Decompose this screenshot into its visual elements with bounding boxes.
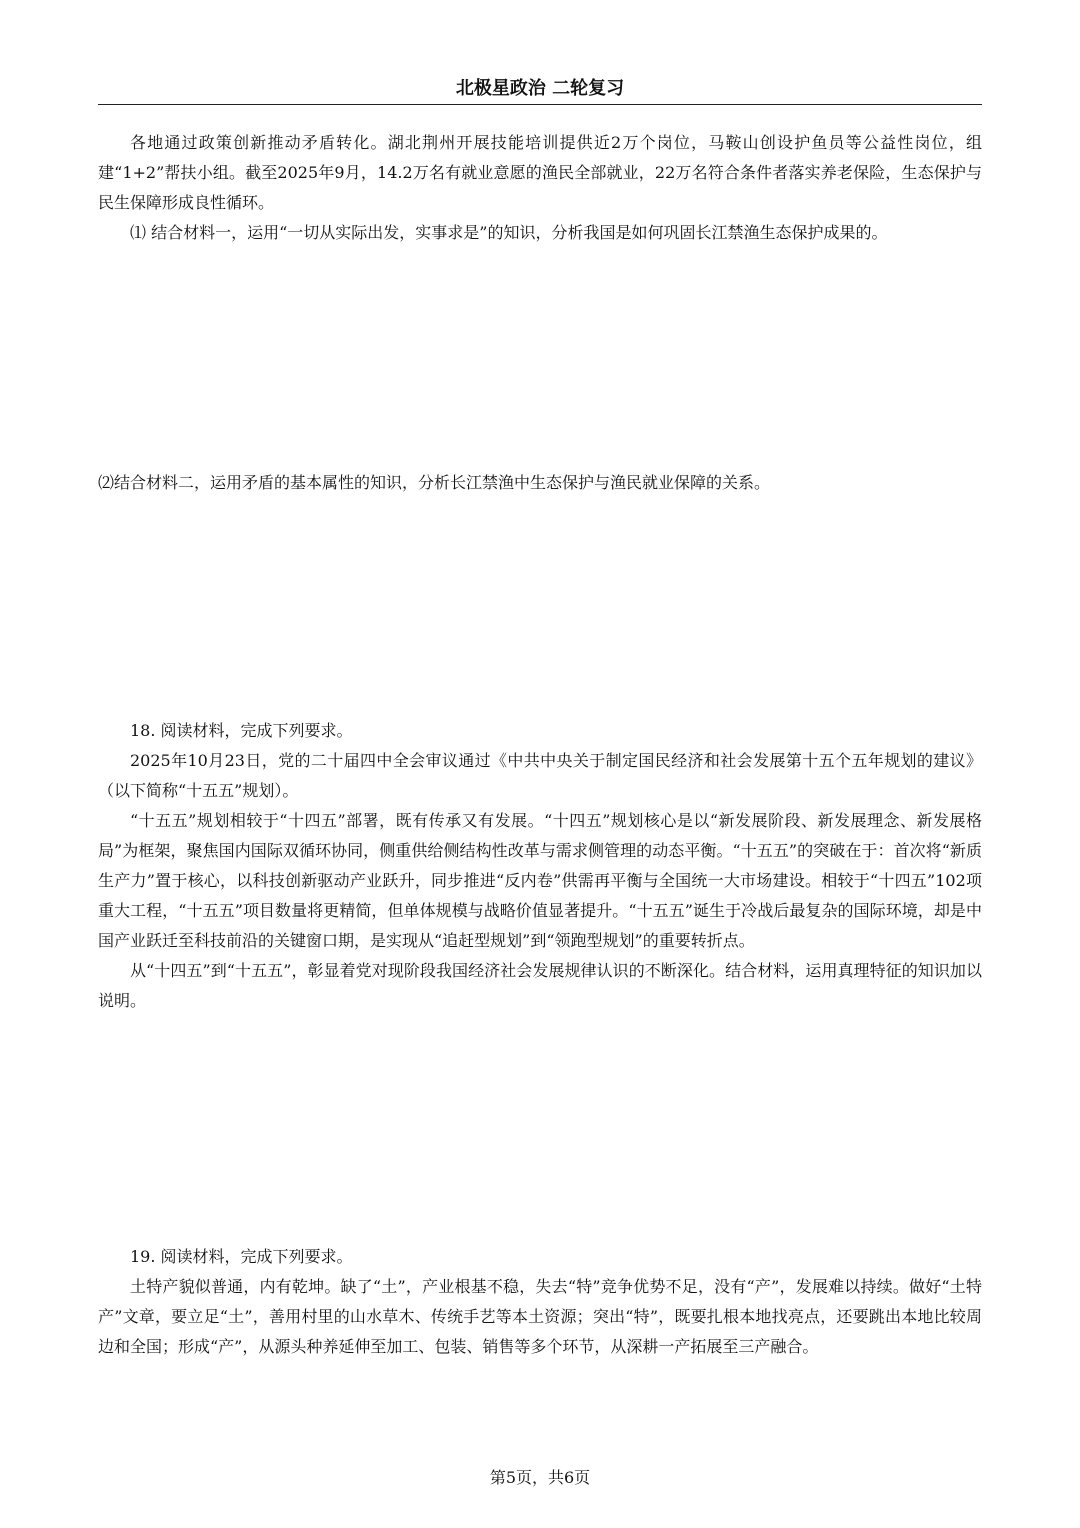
question-17-part-2: ⑵结合材料二，运用矛盾的基本属性的知识，分析长江禁渔中生态保护与渔民就业保障的关系。 [98, 473, 771, 492]
question-18-paragraph-1: 2025年10月23日，党的二十届四中全会审议通过《中共中央关于制定国民经济和社会发展第十五个五年规划的建议》（以下简称“十五五”规划）。 [98, 751, 982, 800]
question-17-material-2 [98, 128, 982, 248]
question-19-title: 19. 阅读材料，完成下列要求。 [130, 1247, 353, 1266]
question-17-part-1: ⑴ 结合材料一，运用“一切从实际出发，实事求是”的知识，分析我国是如何巩固长江禁渔生态保护成果的。 [130, 223, 888, 242]
question-19-paragraph-1: 土特产貌似普通，内有乾坤。缺了“土”，产业根基不稳，失去“特”竞争优势不足，没有“产”，发展难以持续。做好“土特产”文章，要立足“土”，善用村里的山水草木、传统手艺等本土资源；突出“特”，既要扎根本地找亮点，还要跳出本地比较周边和全国；形成“产”，从源头种养延伸至加工、包装、销售等多个环节，从深耕一产拓展至三产融合。 [98, 1277, 982, 1356]
question-18 [98, 716, 982, 1016]
page-header [98, 74, 982, 105]
question-19 [98, 1242, 982, 1362]
header-title: 北极星政治 二轮复习 [455, 78, 625, 99]
question-17-part-2-block [98, 468, 982, 498]
question-18-paragraph-3: 从“十四五”到“十五五”，彰显着党对现阶段我国经济社会发展规律认识的不断深化。结合材料，运用真理特征的知识加以说明。 [98, 961, 982, 1010]
page-number: 第5页，共6页 [489, 1468, 591, 1487]
material-2-paragraph: 各地通过政策创新推动矛盾转化。湖北荆州开展技能培训提供近2万个岗位，马鞍山创设护鱼员等公益性岗位，组建“1+2”帮扶小组。截至2025年9月，14.2万名有就业意愿的渔民全部就业，22万名符合条件者落实养老保险，生态保护与民生保障形成良性循环。 [98, 133, 982, 212]
page-footer [0, 1466, 1080, 1490]
question-18-paragraph-2: “十五五”规划相较于“十四五”部署，既有传承又有发展。“十四五”规划核心是以“新发展阶段、新发展理念、新发展格局”为框架，聚焦国内国际双循环协同，侧重供给侧结构性改革与需求侧管理的动态平衡。“十五五”的突破在于：首次将“新质生产力”置于核心，以科技创新驱动产业跃升，同步推进“反内卷”供需再平衡与全国统一大市场建设。相较于“十四五”102项重大工程，“十五五”项目数量将更精简，但单体规模与战略价值显著提升。“十五五”诞生于冷战后最复杂的国际环境，却是中国产业跃迁至科技前沿的关键窗口期，是实现从“追赶型规划”到“领跑型规划”的重要转折点。 [98, 811, 982, 950]
question-18-title: 18. 阅读材料，完成下列要求。 [130, 721, 353, 740]
